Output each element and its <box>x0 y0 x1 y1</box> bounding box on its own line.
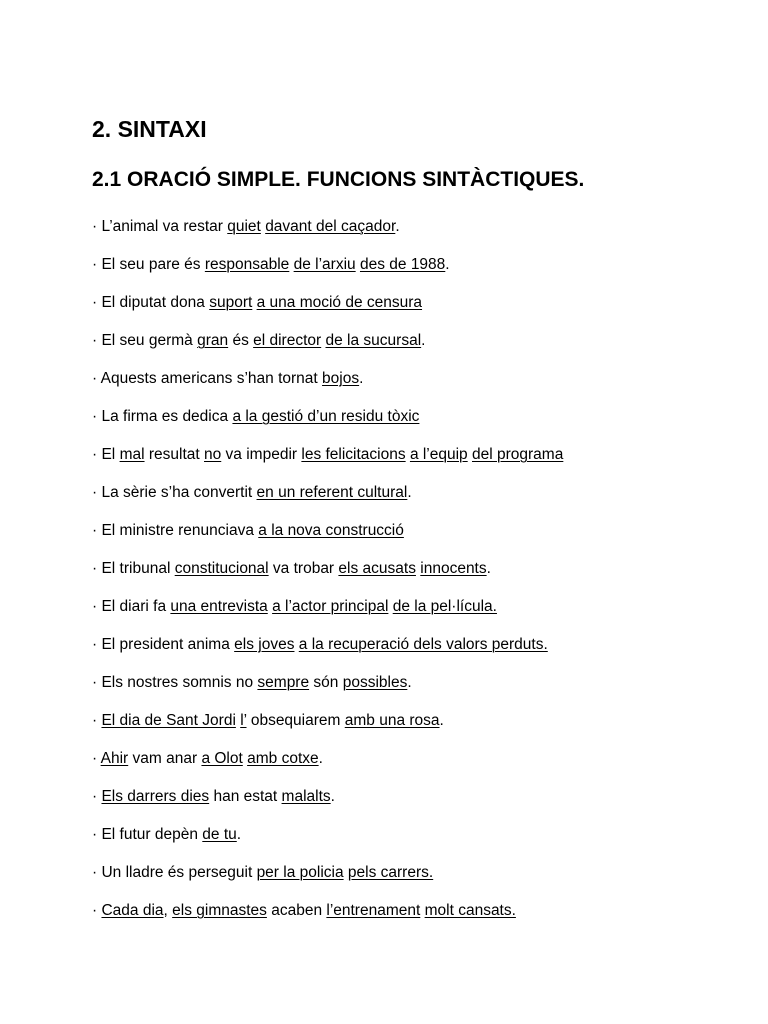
text-segment: · Aquests americans s’han tornat <box>92 370 323 387</box>
sentence-item <box>92 862 563 900</box>
underlined-segment: l’ <box>240 712 247 729</box>
underlined-segment: de la sucursal <box>325 332 422 349</box>
sentence-item <box>92 216 563 254</box>
text-segment: · El futur depèn <box>92 826 203 843</box>
sentence-item <box>92 406 563 444</box>
section-title: 2.1 ORACIÓ SIMPLE. FUNCIONS SINTÀCTIQUES. <box>92 168 585 191</box>
text-segment: · El ministre renunciava <box>92 522 259 539</box>
underlined-segment: els gimnastes <box>172 902 267 919</box>
sentence-item <box>92 254 563 292</box>
text-segment: resultat <box>144 446 204 463</box>
underlined-segment: amb cotxe <box>247 750 319 767</box>
text-segment: . <box>407 484 412 501</box>
underlined-segment: molt cansats. <box>424 902 516 919</box>
text-segment: · <box>92 750 101 767</box>
underlined-segment: a una moció de censura <box>256 294 423 311</box>
underlined-segment: una entrevista <box>170 598 268 615</box>
underlined-segment: a la gestió d’un residu tòxic <box>232 408 420 425</box>
underlined-segment: innocents <box>420 560 487 577</box>
underlined-segment: El dia de Sant Jordi <box>101 712 236 729</box>
underlined-segment: possibles <box>342 674 408 691</box>
underlined-segment: responsable <box>204 256 290 273</box>
sentence-item <box>92 672 563 710</box>
text-segment: . <box>359 370 364 387</box>
sentence-item <box>92 786 563 824</box>
text-segment: . <box>236 826 242 843</box>
underlined-segment: constitucional <box>174 560 269 577</box>
text-segment: · El president anima <box>92 636 235 653</box>
text-segment: , <box>163 902 173 919</box>
underlined-segment: de la pel·lícula. <box>392 598 497 615</box>
text-segment: · El diari fa <box>92 598 171 615</box>
text-segment: · <box>92 788 102 805</box>
sentence-item <box>92 710 563 748</box>
text-segment: . <box>330 788 335 805</box>
underlined-segment: des de 1988 <box>359 256 446 273</box>
sentence-list <box>92 216 563 938</box>
text-segment: · El seu germà <box>92 332 198 349</box>
underlined-segment: de l’arxiu <box>293 256 356 273</box>
underlined-segment: malalts <box>281 788 331 805</box>
underlined-segment: de tu <box>202 826 237 843</box>
underlined-segment: del programa <box>472 446 564 463</box>
underlined-segment: a la recuperació dels valors perduts. <box>298 636 548 653</box>
page-title: 2. SINTAXI <box>92 116 207 142</box>
underlined-segment: pels carrers. <box>347 864 434 881</box>
sentence-item <box>92 330 563 368</box>
text-segment: són <box>309 674 343 691</box>
text-segment: . <box>407 674 412 691</box>
underlined-segment: a l’equip <box>409 446 468 463</box>
underlined-segment: els acusats <box>338 560 416 577</box>
text-segment: és <box>228 332 254 349</box>
text-segment: acaben <box>266 902 327 919</box>
sentence-item <box>92 368 563 406</box>
underlined-segment: bojos <box>322 370 360 387</box>
sentence-item <box>92 292 563 330</box>
sentence-item <box>92 520 563 558</box>
underlined-segment: Els darrers dies <box>101 788 210 805</box>
underlined-segment: mal <box>119 446 145 463</box>
text-segment: vam anar <box>128 750 202 767</box>
text-segment: . <box>445 256 450 273</box>
sentence-item <box>92 748 563 786</box>
text-segment: · Els nostres somnis no <box>92 674 258 691</box>
text-segment: va trobar <box>268 560 339 577</box>
underlined-segment: no <box>204 446 222 463</box>
underlined-segment: davant del caçador <box>265 218 396 235</box>
text-segment: · <box>92 902 102 919</box>
text-segment: · El <box>92 446 120 463</box>
underlined-segment: Ahir <box>100 750 129 767</box>
underlined-segment: amb una rosa <box>344 712 440 729</box>
sentence-item <box>92 824 563 862</box>
text-segment: . <box>486 560 491 577</box>
underlined-segment: Cada dia <box>101 902 164 919</box>
underlined-segment: quiet <box>227 218 261 235</box>
text-segment: obsequiarem <box>246 712 345 729</box>
sentence-item <box>92 444 563 482</box>
text-segment: · L’animal va restar <box>92 218 228 235</box>
underlined-segment: en un referent cultural <box>256 484 408 501</box>
underlined-segment: el director <box>253 332 322 349</box>
text-segment: · La sèrie s’ha convertit <box>92 484 257 501</box>
text-segment: . <box>439 712 444 729</box>
text-segment: · El tribunal <box>92 560 175 577</box>
underlined-segment: l’entrenament <box>326 902 421 919</box>
sentence-item <box>92 634 563 672</box>
text-segment: va impedir <box>221 446 302 463</box>
sentence-item <box>92 482 563 520</box>
text-segment: . <box>421 332 426 349</box>
underlined-segment: a l’actor principal <box>272 598 389 615</box>
underlined-segment: suport <box>209 294 253 311</box>
underlined-segment: gran <box>197 332 229 349</box>
text-segment: · <box>92 712 102 729</box>
sentence-item <box>92 558 563 596</box>
underlined-segment: els joves <box>234 636 295 653</box>
sentence-item <box>92 596 563 634</box>
text-segment: · El seu pare és <box>92 256 205 273</box>
underlined-segment: les felicitacions <box>301 446 406 463</box>
sentence-item <box>92 900 563 938</box>
text-segment: · Un lladre és perseguit <box>92 864 257 881</box>
underlined-segment: a la nova construcció <box>258 522 404 539</box>
underlined-segment: per la policia <box>256 864 344 881</box>
text-segment: . <box>318 750 323 767</box>
text-segment: . <box>395 218 400 235</box>
underlined-segment: sempre <box>257 674 310 691</box>
text-segment: han estat <box>209 788 282 805</box>
text-segment: · La firma es dedica <box>92 408 233 425</box>
text-segment: · El diputat dona <box>92 294 210 311</box>
underlined-segment: a Olot <box>201 750 243 767</box>
